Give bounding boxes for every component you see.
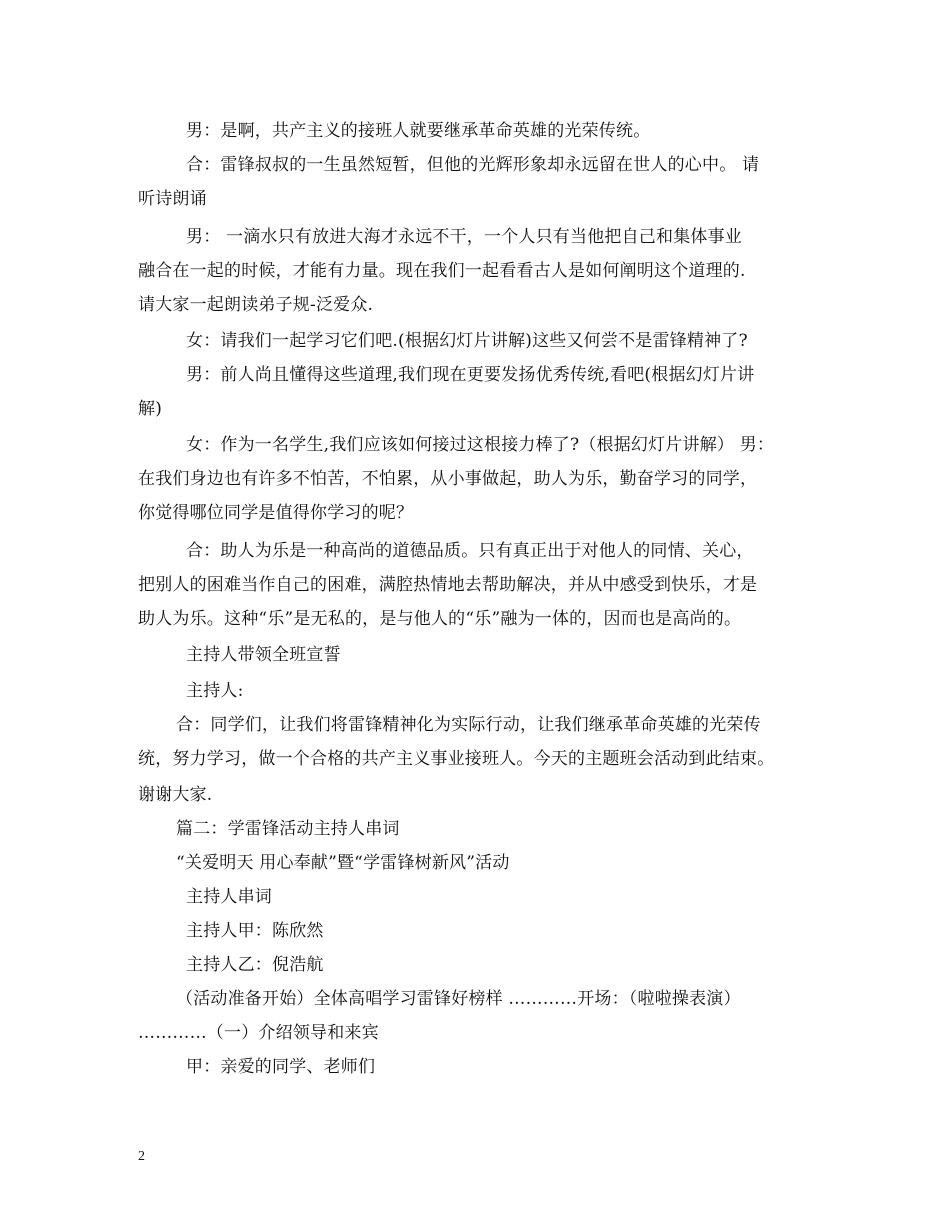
text-line: 主持人: <box>186 681 244 701</box>
text-line: 主持人甲：陈欣然 <box>186 921 324 941</box>
text-line: 在我们身边也有许多不怕苦，不怕累，从小事做起，助人为乐，勤奋学习的同学， <box>138 469 758 489</box>
text-line: 女：请我们一起学习它们吧.(根据幻灯片讲解)这些又何尝不是雷锋精神了? <box>186 331 748 351</box>
text-line: 请大家一起朗读弟子规-泛爱众. <box>138 295 374 315</box>
text-line: （活动准备开始）全体高唱学习雷锋好榜样 …………开场：（啦啦操表演） <box>176 989 741 1009</box>
text-line: 融合在一起的时候，才能有力量。现在我们一起看看古人是如何阐明这个道理的. <box>138 261 746 281</box>
page-number: 2 <box>138 1149 145 1164</box>
text-line: 甲：亲爱的同学、老师们 <box>186 1057 376 1077</box>
section-heading: 篇二：学雷锋活动主持人串词 <box>176 819 400 839</box>
text-line: 你觉得哪位同学是值得你学习的呢？ <box>138 503 414 523</box>
text-line: 男：前人尚且懂得这些道理,我们现在更要发扬优秀传统,看吧(根据幻灯片讲 <box>186 365 755 385</box>
text-line: 解) <box>138 399 163 419</box>
text-line: 合：同学们，让我们将雷锋精神化为实际行动，让我们继承革命英雄的光荣传 <box>176 715 761 735</box>
text-line: 合：雷锋叔叔的一生虽然短暂，但他的光辉形象却永远留在世人的心中。 请 <box>186 155 760 175</box>
text-line: 男： 一滴水只有放进大海才永远不干，一个人只有当他把自己和集体事业 <box>186 227 743 247</box>
text-line: 男：是啊，共产主义的接班人就要继承革命英雄的光荣传统。 <box>186 121 651 141</box>
text-line: 把别人的困难当作自己的困难，满腔热情地去帮助解决，并从中感受到快乐，才是 <box>138 575 758 595</box>
text-line: 谢谢大家. <box>138 785 213 805</box>
text-line: 听诗朗诵 <box>138 189 207 209</box>
text-line: 合：助人为乐是一种高尚的道德品质。只有真正出于对他人的同情、关心， <box>186 541 754 561</box>
text-line: …………（一）介绍领导和来宾 <box>138 1023 379 1043</box>
text-line: 主持人带领全班宣誓 <box>186 645 341 665</box>
text-line: “关爱明天 用心奉献”暨“学雷锋树新风”活动 <box>176 853 510 873</box>
text-line: 女：作为一名学生,我们应该如何接过这根接力棒了?（根据幻灯片讲解） 男： <box>186 435 775 455</box>
text-line: 主持人乙：倪浩航 <box>186 955 324 975</box>
text-line: 统，努力学习，做一个合格的共产主义事业接班人。今天的主题班会活动到此结束。 <box>138 749 775 769</box>
text-line: 助人为乐。这种“乐”是无私的，是与他人的“乐”融为一体的，因而也是高尚的。 <box>138 609 742 629</box>
text-line: 主持人串词 <box>186 887 272 907</box>
